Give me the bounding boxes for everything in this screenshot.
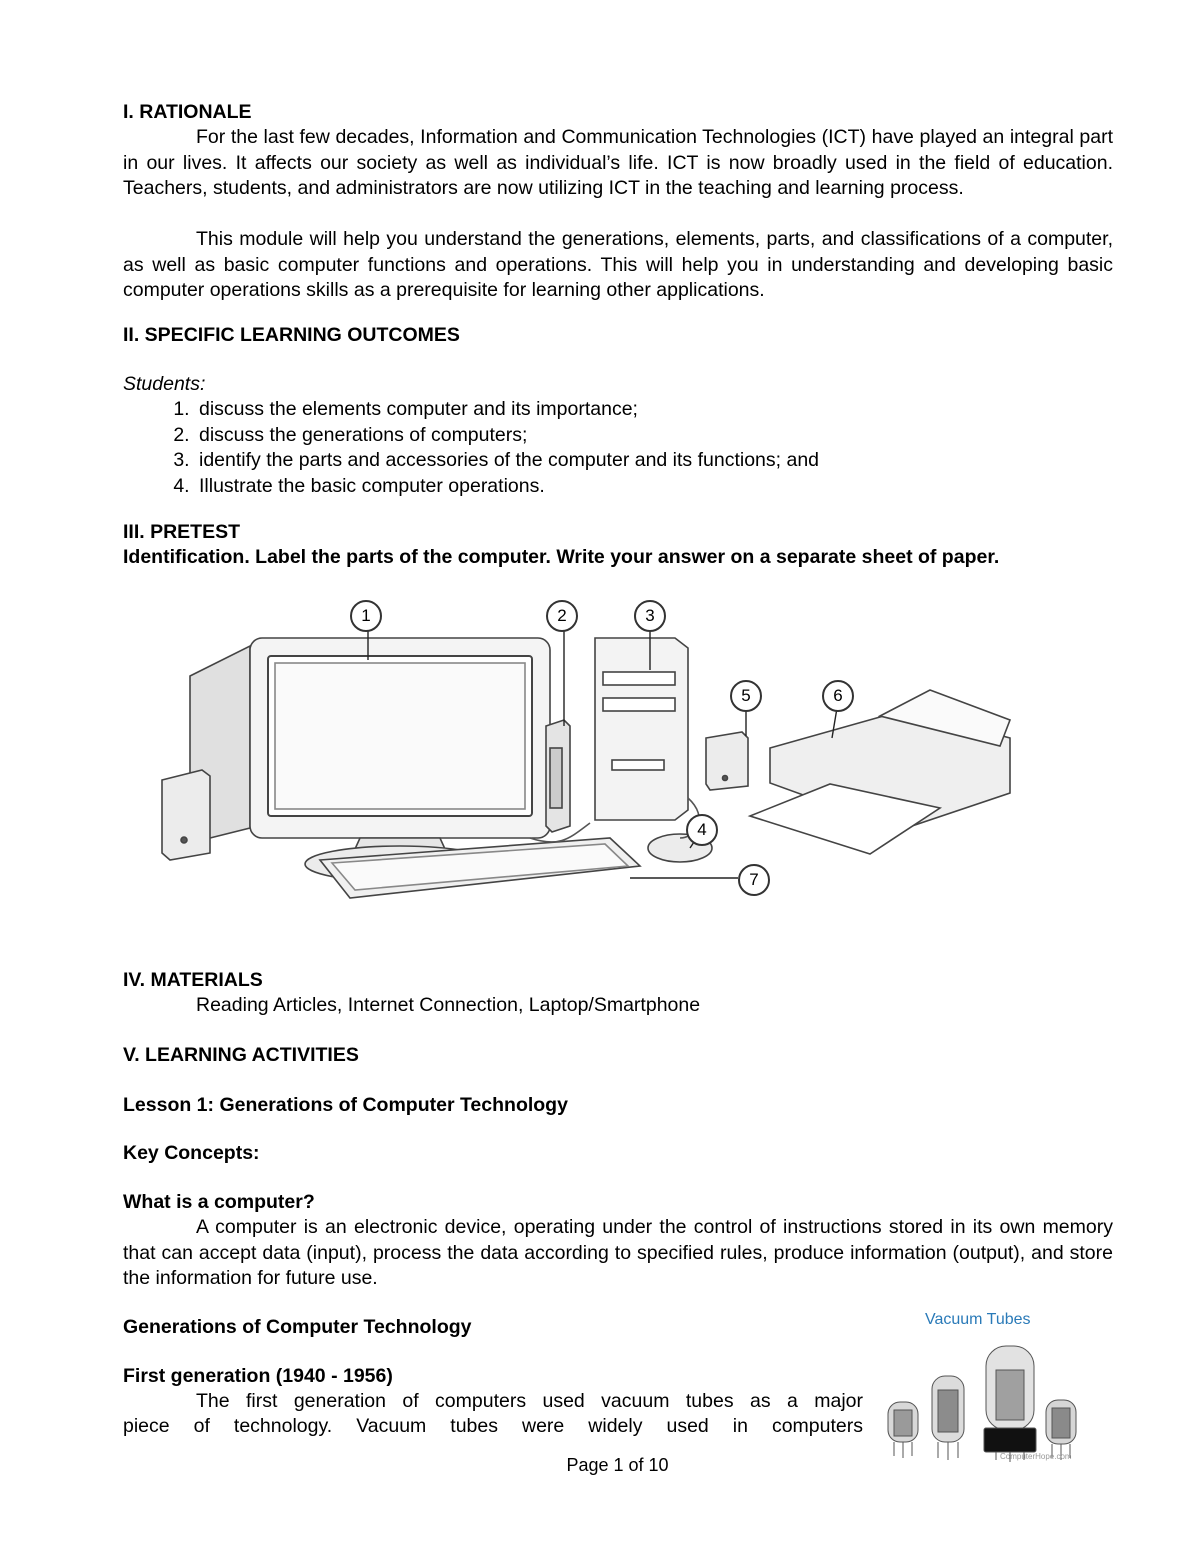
rationale-p1-text: For the last few decades, Information and Communication Technologies (ICT) have played an integral part in our lives. It affects our society as well as individual’s life. ICT is now broadly used in the field of education. Teachers, students, and administrators are now utilizing ICT in the teaching and learning process. bbox=[123, 126, 1113, 199]
outcome-item: 1. discuss the elements computer and its importance; bbox=[195, 397, 1113, 423]
vacuum-tubes-title: Vacuum Tubes bbox=[925, 1311, 1031, 1328]
generations-heading: Generations of Computer Technology bbox=[123, 1316, 472, 1338]
pretest-instruction: Identification. Label the parts of the computer. Write your answer on a separate sheet of paper. bbox=[123, 546, 1000, 568]
page-number: Page 1 of 10 bbox=[566, 1455, 669, 1475]
first-generation-line-1 bbox=[123, 1389, 863, 1415]
computer-parts-illustration bbox=[150, 598, 1030, 918]
rationale-p2-text: This module will help you understand the generations, elements, parts, and classifications of a computer, as well as basic computer functions and operations. This will help you in understanding and developing basic computer operations skills as a prerequisite for learning other applications. bbox=[123, 228, 1113, 301]
what-is-computer-heading: What is a computer? bbox=[123, 1191, 315, 1213]
outcomes-heading: II. SPECIFIC LEARNING OUTCOMES bbox=[123, 324, 460, 346]
callout-4: 4 bbox=[686, 814, 718, 846]
rationale-paragraph-2 bbox=[123, 227, 1113, 304]
rationale-heading: I. RATIONALE bbox=[123, 101, 252, 123]
materials-text: Reading Articles, Internet Connection, Laptop/Smartphone bbox=[196, 994, 701, 1016]
first-generation-heading: First generation (1940 - 1956) bbox=[123, 1365, 393, 1387]
computer-drawing bbox=[150, 598, 1030, 918]
first-generation-line-1-text: The first generation of computers used vacuum tubes as a major bbox=[196, 1390, 863, 1412]
key-concepts-heading: Key Concepts: bbox=[123, 1142, 260, 1164]
vacuum-tubes-credit: ComputerHope.com bbox=[1000, 1452, 1072, 1461]
callout-5: 5 bbox=[730, 680, 762, 712]
outcomes-lead: Students: bbox=[123, 373, 206, 395]
outcome-item: 4. Illustrate the basic computer operations. bbox=[195, 474, 1113, 500]
outcomes-list bbox=[123, 397, 1113, 499]
vacuum-tubes-drawing bbox=[880, 1310, 1090, 1465]
what-is-computer-text bbox=[123, 1215, 1113, 1292]
first-generation-line-2: piece of technology. Vacuum tubes were widely used in computers bbox=[123, 1415, 863, 1437]
pretest-heading: III. PRETEST bbox=[123, 521, 241, 543]
callout-3: 3 bbox=[634, 600, 666, 632]
lesson-title: Lesson 1: Generations of Computer Technology bbox=[123, 1094, 568, 1116]
vacuum-tubes-image bbox=[880, 1310, 1090, 1465]
activities-heading: V. LEARNING ACTIVITIES bbox=[123, 1044, 359, 1066]
outcome-item: 2. discuss the generations of computers; bbox=[195, 423, 1113, 449]
callout-7: 7 bbox=[738, 864, 770, 896]
callout-6: 6 bbox=[822, 680, 854, 712]
materials-text-row bbox=[123, 993, 1113, 1019]
outcomes-list-wrap bbox=[123, 397, 1113, 499]
callout-1: 1 bbox=[350, 600, 382, 632]
outcome-item: 3. identify the parts and accessories of the computer and its functions; and bbox=[195, 448, 1113, 474]
materials-heading: IV. MATERIALS bbox=[123, 969, 263, 991]
what-is-computer-body: A computer is an electronic device, operating under the control of instructions stored in its own memory that can accept data (input), process the data according to specified rules, produce information (output), and store the information for future use. bbox=[123, 1216, 1113, 1289]
callout-2: 2 bbox=[546, 600, 578, 632]
rationale-paragraph-1 bbox=[123, 125, 1113, 202]
